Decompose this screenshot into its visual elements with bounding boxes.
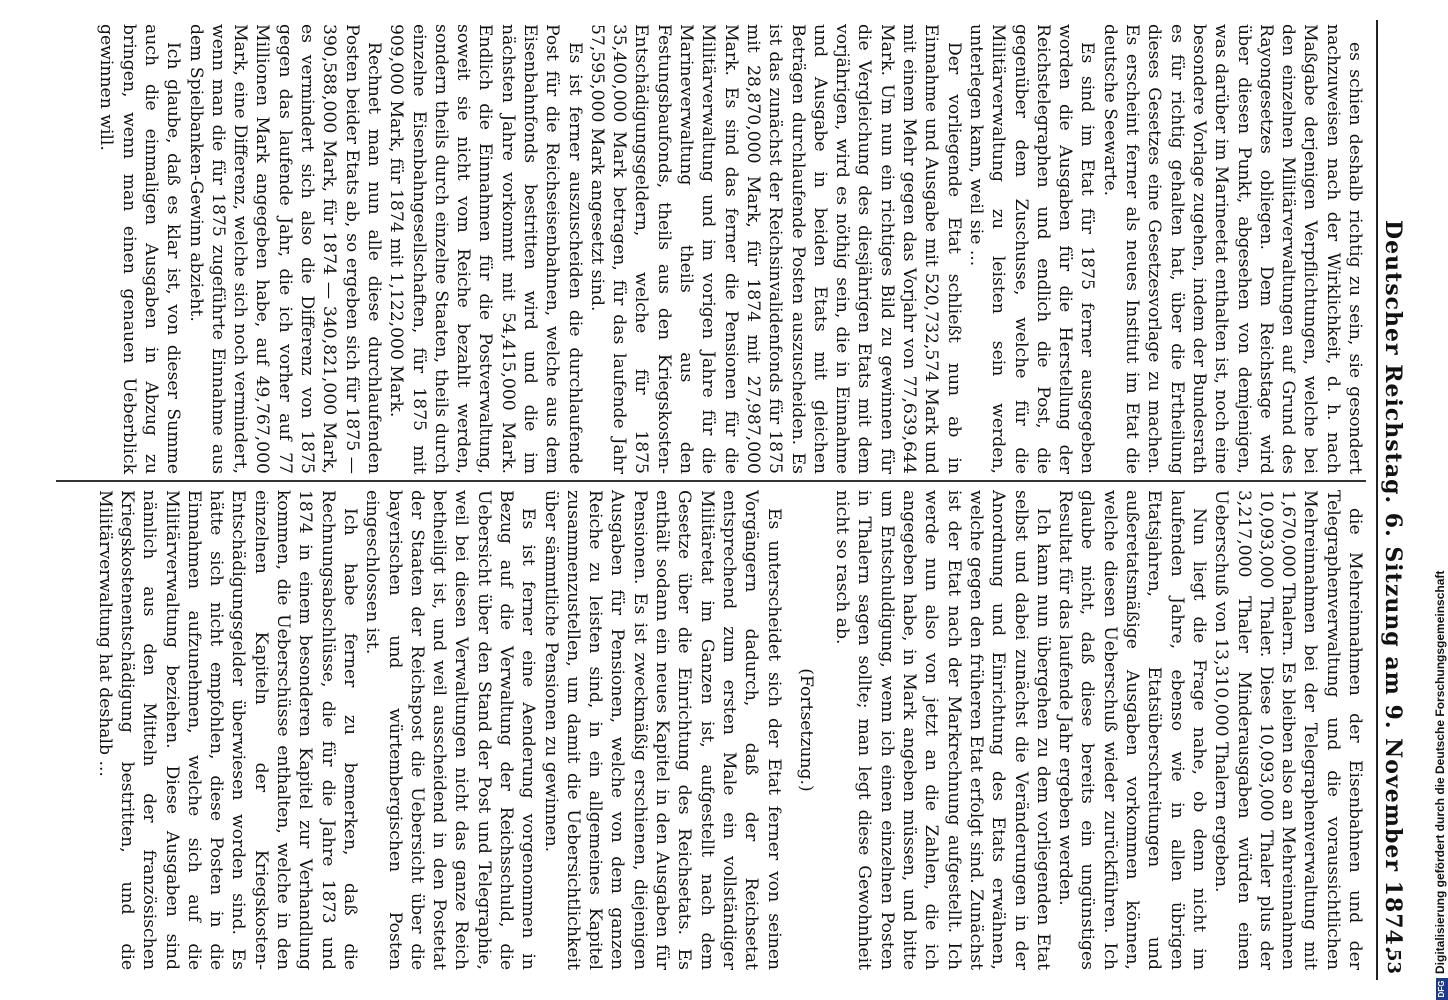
paragraph: Es unterscheidet sich der Etat ferner von seinen Vorgängern dadurch, daß der Reichsetat entsprechend zum ersten Male ein vollständiger Militäretat im Ganzen ist, aufgestellt nach dem Gesetze über die Einrichtung des Reichsetats. Es enthält sodann ein neues Kapitel in den Ausgaben für Pensionen. Es ist zweckmäßig erschienen, diejenigen Ausgaben für Pensionen, welche von dem ganzen Reiche zu leisten sind, in ein allgemeines Kapitel zusammenzustellen, um damit die Uebersichtlichkeit über sämmtliche Pensionen zu gewinnen. (540, 490, 784, 970)
paragraph: es schien deshalb richtig zu sein, sie gesondert nachzuweisen nach der Wirklichkeit, d. h. nach Maßgabe derjenigen Verpflichtungen, welche bei den einzelnen Militärverwaltungen auf Grund des Rayongesetzes obliegen. Dem Reichstage wird über diesen Punkt, abgesehen von demjenigen, was darüber im Marineetat enthalten ist, noch eine besondere Vorlage zugehen, indem der Bundesrath es für richtig gehalten hat, über die Ertheilung dieses Gesetzes eine Gesetzesvorlage zu machen. Es erscheint ferner als neues Institut im Etat die deutsche Seewarte. (1099, 24, 1365, 474)
paragraph: Ich habe ferner zu bemerken, daß die Rechnungsabschlüsse, die für die Jahre 1873 und 1874 in einem besonderen Kapitel zur Verhandlung kommen, die Ueberschüsse enthalten, welche in den einzelnen Kapiteln der Kriegskosten-Entschädigungsgelder überwiesen worden sind. Es hätte sich nicht empfohlen, diese Posten in die Einnahmen aufzunehmen, welche sich auf die Militärverwaltung beziehen. Diese Ausgaben sind nämlich aus den Mitteln der französischen Kriegskostenentschädigung bestritten, und die Militärverwaltung hat deshalb ... (94, 490, 360, 970)
continuation-marker: (Fortsetzung.) (795, 668, 816, 792)
credit-text: Digitalisierung gefördert durch die Deutsche Forschungsgemeinschaft (1433, 570, 1447, 974)
digitization-credit (1432, 0, 1448, 1000)
paragraph: Es ist ferner eine Aenderung vorgenommen in Bezug auf die Verwaltung der Reichsschuld, die Uebersicht über den Stand der Post und Telegraphie, weil bei diesen Verwaltungen nicht das ganze Reich betheiligt ist, und weil ausscheidend in den Postetat der Staaten der Reichspost die Uebersicht über die bayerischen und würtembergischen Posten eingeschlossen ist. (362, 490, 539, 970)
paragraph: Rechnet man nun alle diese durchlaufenden Posten beider Etats ab, so ergeben sich für 1875 — 390,588,000 Mark, für 1874 — 340,821,000 Mark, es vermindert sich also die Differenz von 1875 gegen das laufende Jahr, die ich vorher auf 77 Millionen Mark angegeben habe, auf 49,767,000 Mark, eine Differenz, welche sich noch vermindert, wenn man die für 1875 zugeführte Einnahme aus dem Spielbanken-Gewinn abzieht. (185, 24, 384, 474)
paragraph: Es sind im Etat für 1875 ferner ausgegeben worden die Ausgaben für die Herstellung der Reichstelegraphen und endlich die Post, die gegenüber dem Zuschusse, welche für die Militärverwaltung zu leisten sein werden, unterlegen kann, weil sie ... (965, 24, 1098, 474)
paragraph: die Mehreinnahmen der Eisenbahnen und der Telegraphenverwaltung und die voraussichtlichen Mehreinnahmen bei der Telegraphenverwaltung mit 1,670,000 Thalern. Es bleiben also an Mehreinnahmen 10,093,000 Thaler. Diese 10,093,000 Thaler plus der 3,217,000 Thaler Minderausgaben würden einen Ueberschuß von 13,310,000 Thalern ergeben. (1211, 490, 1365, 970)
column-right (56, 490, 1366, 970)
footer-strip (1416, 0, 1432, 1000)
rotated-page-content (16, 0, 1416, 1000)
column-divider (56, 480, 1366, 482)
paragraph: Der vorliegende Etat schließt nun ab in Einnahme und Ausgabe mit 520,732,574 Mark und mit einem Mehr gegen das Vorjahr von 77,639,644 Mark. Um nun ein richtiges Bild zu gewinnen für die Vergleichung des diesjährigen Etats mit dem vorjährigen, wird es nöthig sein, die in Einnahme und Ausgabe in beiden Etats mit gleichen Beträgen durchlaufende Posten auszuscheiden. Es ist das zunächst der Reichsinvalidenfonds für 1875 mit 28,870,000 Mark, für 1874 mit 27,987,000 Mark. Es sind das ferner die Pensionen für die Militärverwaltung und im vorigen Jahre für die Marineverwaltung theils aus den Festungsbaufonds, theils aus den Kriegskosten-Entschädigungsgeldern, welche für 1875 35,400,000 Mark betragen, für das laufende Jahr 57,595,000 Mark angesetzt sind. (586, 24, 964, 474)
column-left (56, 24, 1366, 474)
paragraph: Ich glaube, daß es klar ist, von dieser Summe auch die einmaligen Ausgaben in Abzug zu bringen, wenn man einen genauen Ueberblick gewinnen will. (96, 24, 184, 474)
paragraph: Ich kann nun übergehen zu dem vorliegenden Etat selbst und dabei zunächst die Veränderungen in der Anordnung und Einrichtung des Etats erwähnen, welche gegen den früheren Etat erfolgt sind. Zunächst ist der Etat nach der Markrechnung aufgestellt. Ich werde nun also von jetzt an die Zahlen, die ich angegeben habe, in Mark angeben müssen, und bitte um Entschuldigung, wenn ich einen einzelnen Posten in Thalern sagen sollte; man legt diese Gewohnheit nicht so rasch ab. (832, 490, 1053, 970)
page-number: 53 (1383, 948, 1404, 974)
paragraph: Es ist ferner auszuscheiden die durchlaufende Post für die Reichseisenbahnen, welche aus dem Eisenbahnfonds bestritten wird und die im nächsten Jahre vorkommt mit 54,415,000 Mark. Endlich die Einnahmen für die Postverwaltung, soweit sie nicht vom Reiche bezahlt werden, sondern theils durch einzelne Staaten, theils durch einzelne Eisenbahngesellschaften, für 1875 mit 909,000 Mark, für 1874 mit 1,122,000 Mark. (386, 24, 585, 474)
running-title: Deutscher Reichstag. 6. Sitzung am 9. November 1874. (1380, 220, 1406, 955)
page-header (1376, 20, 1406, 980)
paragraph: Nun liegt die Frage nahe, ob denn nicht im laufenden Jahre, ebenso wie in allen übrigen Etatsjahren, Etatsüberschreitungen und außeretatsmäßige Ausgaben vorkommen können, welche diesen Ueberschuß wieder zurückführen. Ich glaube nicht, daß diese bereits ein ungünstiges Resultat für das laufende Jahr ergeben werden. (1055, 490, 1209, 970)
dfg-logo-icon: DFG (1436, 978, 1448, 1000)
